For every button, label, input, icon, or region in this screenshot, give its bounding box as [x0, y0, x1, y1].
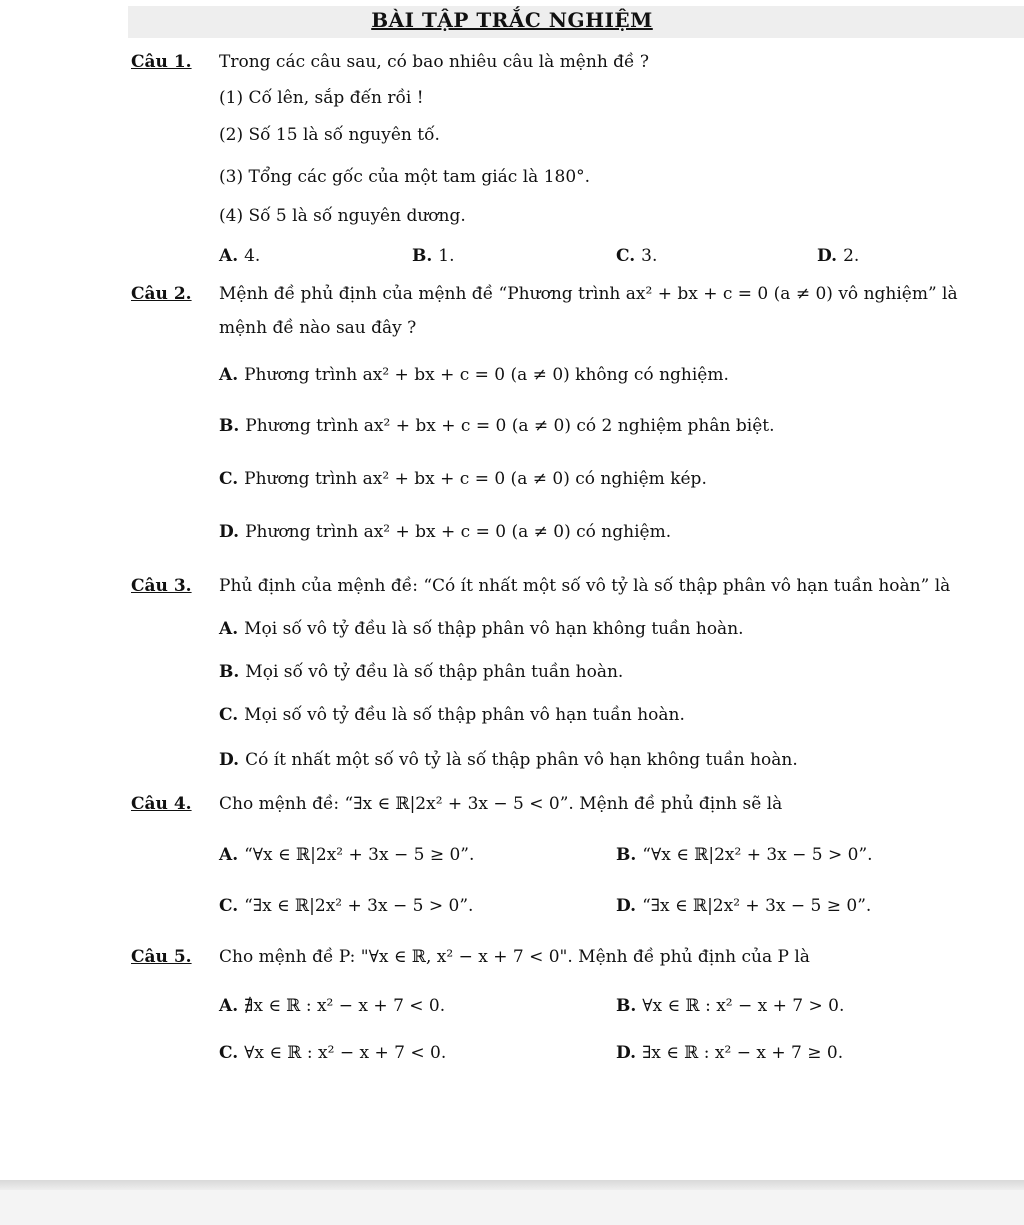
option-text: 3. [641, 246, 658, 266]
question-2-stem-line1: Mệnh đề phủ định của mệnh đề “Phương trình ax² + bx + c = 0 (a ≠ 0) vô nghiệm” là [219, 284, 958, 304]
option-text: “∀x ∈ ℝ|2x² + 3x − 5 > 0”. [642, 845, 873, 865]
option-text: Phương trình ax² + bx + c = 0 (a ≠ 0) có nghiệm kép. [244, 469, 707, 489]
option-letter: A. [219, 365, 239, 385]
question-4-label: Câu 4. [131, 794, 192, 814]
question-5-option-a [219, 996, 445, 1016]
question-1-item: (1) Cố lên, sắp đến rồi ! [219, 88, 424, 108]
option-text: “∃x ∈ ℝ|2x² + 3x − 5 > 0”. [244, 896, 474, 916]
question-1-option-d [817, 246, 859, 266]
option-letter: C. [219, 896, 239, 916]
question-3-option-c [219, 705, 685, 725]
question-1-label: Câu 1. [131, 52, 192, 72]
question-4-option-a [219, 845, 474, 865]
question-3-option-d [219, 750, 798, 770]
option-letter: C. [219, 469, 239, 489]
option-text: Phương trình ax² + bx + c = 0 (a ≠ 0) có nghiệm. [245, 522, 672, 542]
option-text: ∃x ∈ ℝ : x² − x + 7 ≥ 0. [642, 1043, 844, 1063]
viewer-background [0, 1190, 1024, 1225]
option-letter: B. [616, 845, 637, 865]
question-1-option-c [616, 246, 657, 266]
question-4-stem: Cho mệnh đề: “∃x ∈ ℝ|2x² + 3x − 5 < 0”. Mệnh đề phủ định sẽ là [219, 794, 783, 814]
question-2-label: Câu 2. [131, 284, 192, 304]
question-2-option-d [219, 522, 671, 542]
option-letter: A. [219, 845, 239, 865]
option-letter: B. [412, 246, 433, 266]
question-2-option-b [219, 416, 775, 436]
question-3-option-b [219, 662, 623, 682]
option-text: ∄x ∈ ℝ : x² − x + 7 < 0. [244, 996, 446, 1016]
option-text: Mọi số vô tỷ đều là số thập phân vô hạn không tuần hoàn. [244, 619, 744, 639]
option-letter: B. [219, 416, 240, 436]
option-letter: C. [219, 705, 239, 725]
option-letter: D. [219, 522, 240, 542]
option-letter: C. [219, 1043, 239, 1063]
option-text: Mọi số vô tỷ đều là số thập phân vô hạn tuần hoàn. [244, 705, 685, 725]
option-text: 1. [438, 246, 455, 266]
question-1-stem: Trong các câu sau, có bao nhiêu câu là mệnh đề ? [219, 52, 650, 72]
question-5-option-c [219, 1043, 446, 1063]
option-text: 4. [244, 246, 261, 266]
question-1-item: (4) Số 5 là số nguyên dương. [219, 206, 466, 226]
question-1-option-a [219, 246, 260, 266]
question-5-stem: Cho mệnh đề P: "∀x ∈ ℝ, x² − x + 7 < 0". Mệnh đề phủ định của P là [219, 947, 810, 967]
question-3-stem: Phủ định của mệnh đề: “Có ít nhất một số vô tỷ là số thập phân vô hạn tuần hoàn” là [219, 576, 951, 596]
page-bottom-edge [0, 1180, 1024, 1190]
option-letter: D. [817, 246, 838, 266]
question-5-option-d [616, 1043, 843, 1063]
option-text: ∀x ∈ ℝ : x² − x + 7 > 0. [642, 996, 845, 1016]
page-title: BÀI TẬP TRẮC NGHIỆM [371, 8, 653, 32]
option-letter: D. [219, 750, 240, 770]
question-2-option-a [219, 365, 729, 385]
question-4-option-b [616, 845, 873, 865]
option-text: “∀x ∈ ℝ|2x² + 3x − 5 ≥ 0”. [244, 845, 475, 865]
option-letter: A. [219, 996, 239, 1016]
question-2-stem-line2: mệnh đề nào sau đây ? [219, 318, 417, 338]
option-text: Có ít nhất một số vô tỷ là số thập phân vô hạn không tuần hoàn. [245, 750, 798, 770]
question-3-label: Câu 3. [131, 576, 192, 596]
option-letter: B. [616, 996, 637, 1016]
option-letter: B. [219, 662, 240, 682]
question-4-option-c [219, 896, 473, 916]
option-text: Mọi số vô tỷ đều là số thập phân tuần hoàn. [245, 662, 624, 682]
question-5-option-b [616, 996, 844, 1016]
question-1-item: (2) Số 15 là số nguyên tố. [219, 125, 440, 145]
question-1-item: (3) Tổng các gốc của một tam giác là 180°. [219, 167, 591, 187]
option-text: ∀x ∈ ℝ : x² − x + 7 < 0. [244, 1043, 447, 1063]
option-letter: D. [616, 1043, 637, 1063]
option-text: Phương trình ax² + bx + c = 0 (a ≠ 0) không có nghiệm. [244, 365, 729, 385]
option-letter: A. [219, 246, 239, 266]
question-4-option-d [616, 896, 871, 916]
option-letter: C. [616, 246, 636, 266]
option-text: Phương trình ax² + bx + c = 0 (a ≠ 0) có 2 nghiệm phân biệt. [245, 416, 775, 436]
option-letter: A. [219, 619, 239, 639]
question-1-option-b [412, 246, 455, 266]
question-3-option-a [219, 619, 744, 639]
question-2-option-c [219, 469, 707, 489]
option-letter: D. [616, 896, 637, 916]
question-5-label: Câu 5. [131, 947, 192, 967]
option-text: 2. [843, 246, 860, 266]
option-text: “∃x ∈ ℝ|2x² + 3x − 5 ≥ 0”. [642, 896, 872, 916]
